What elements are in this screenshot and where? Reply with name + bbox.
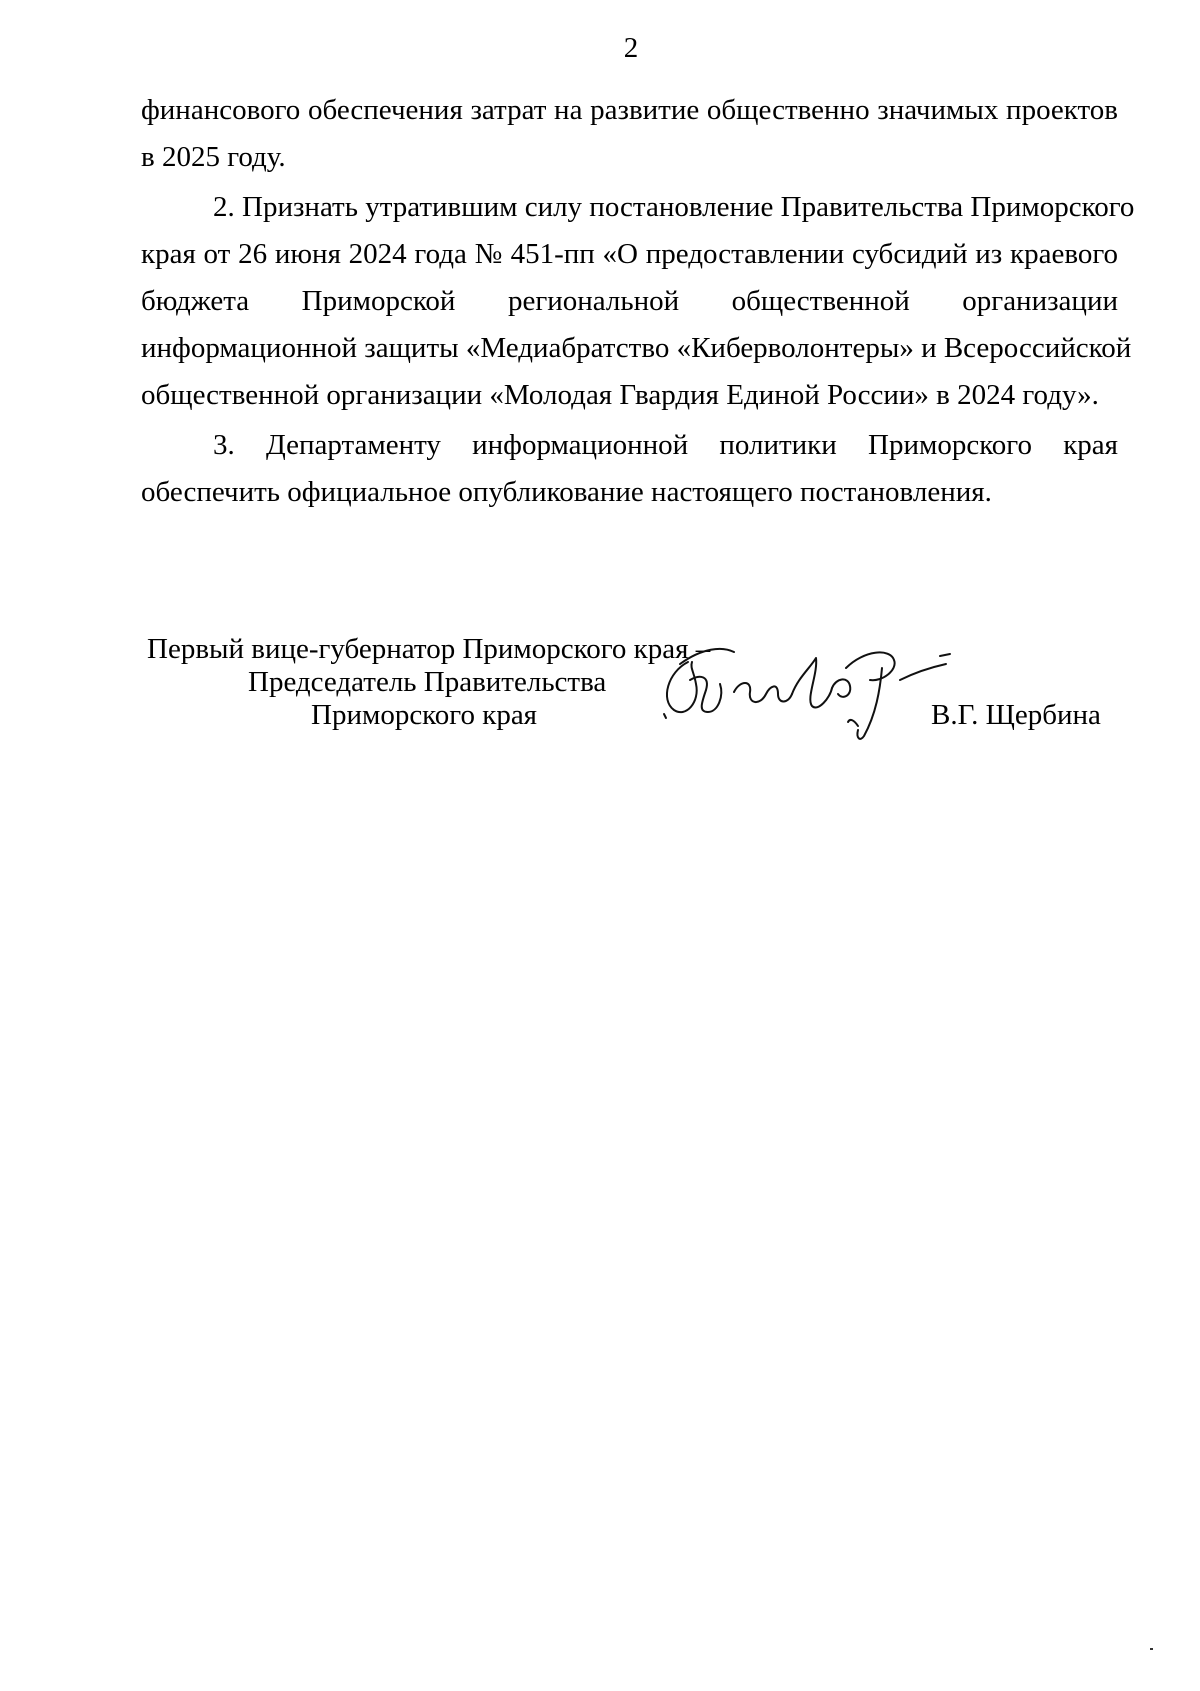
paragraph-2-line-5: общественной организации «Молодая Гвардия Единой России» в 2024 году». <box>141 379 1099 411</box>
paragraph-3-line-2: обеспечить официальное опубликование настоящего постановления. <box>141 476 992 508</box>
signatory-position-line-3: Приморского края <box>311 699 538 731</box>
body-line-2: в 2025 году. <box>141 141 286 173</box>
signatory-position-line-1: Первый вице-губернатор Приморского края – <box>147 633 711 665</box>
scan-artifact <box>1150 1648 1153 1650</box>
page-number: 2 <box>623 32 639 64</box>
paragraph-2-line-1: 2. Признать утратившим силу постановление Правительства Приморского <box>213 191 1135 223</box>
signatory-position-line-2: Председатель Правительства <box>248 666 607 698</box>
handwritten-signature <box>650 628 960 748</box>
paragraph-2-line-3: бюджета Приморской региональной общественной организации <box>141 285 1118 317</box>
body-line-1: финансового обеспечения затрат на развитие общественно значимых проектов <box>141 94 1118 126</box>
signatory-name: В.Г. Щербина <box>931 699 1101 731</box>
paragraph-3-line-1: 3. Департаменту информационной политики Приморского края <box>213 429 1118 461</box>
paragraph-2-line-2: края от 26 июня 2024 года № 451-пп «О предоставлении субсидий из краевого <box>141 238 1118 270</box>
paragraph-2-line-4: информационной защиты «Медиабратство «Киберволонтеры» и Всероссийской <box>141 332 1132 364</box>
